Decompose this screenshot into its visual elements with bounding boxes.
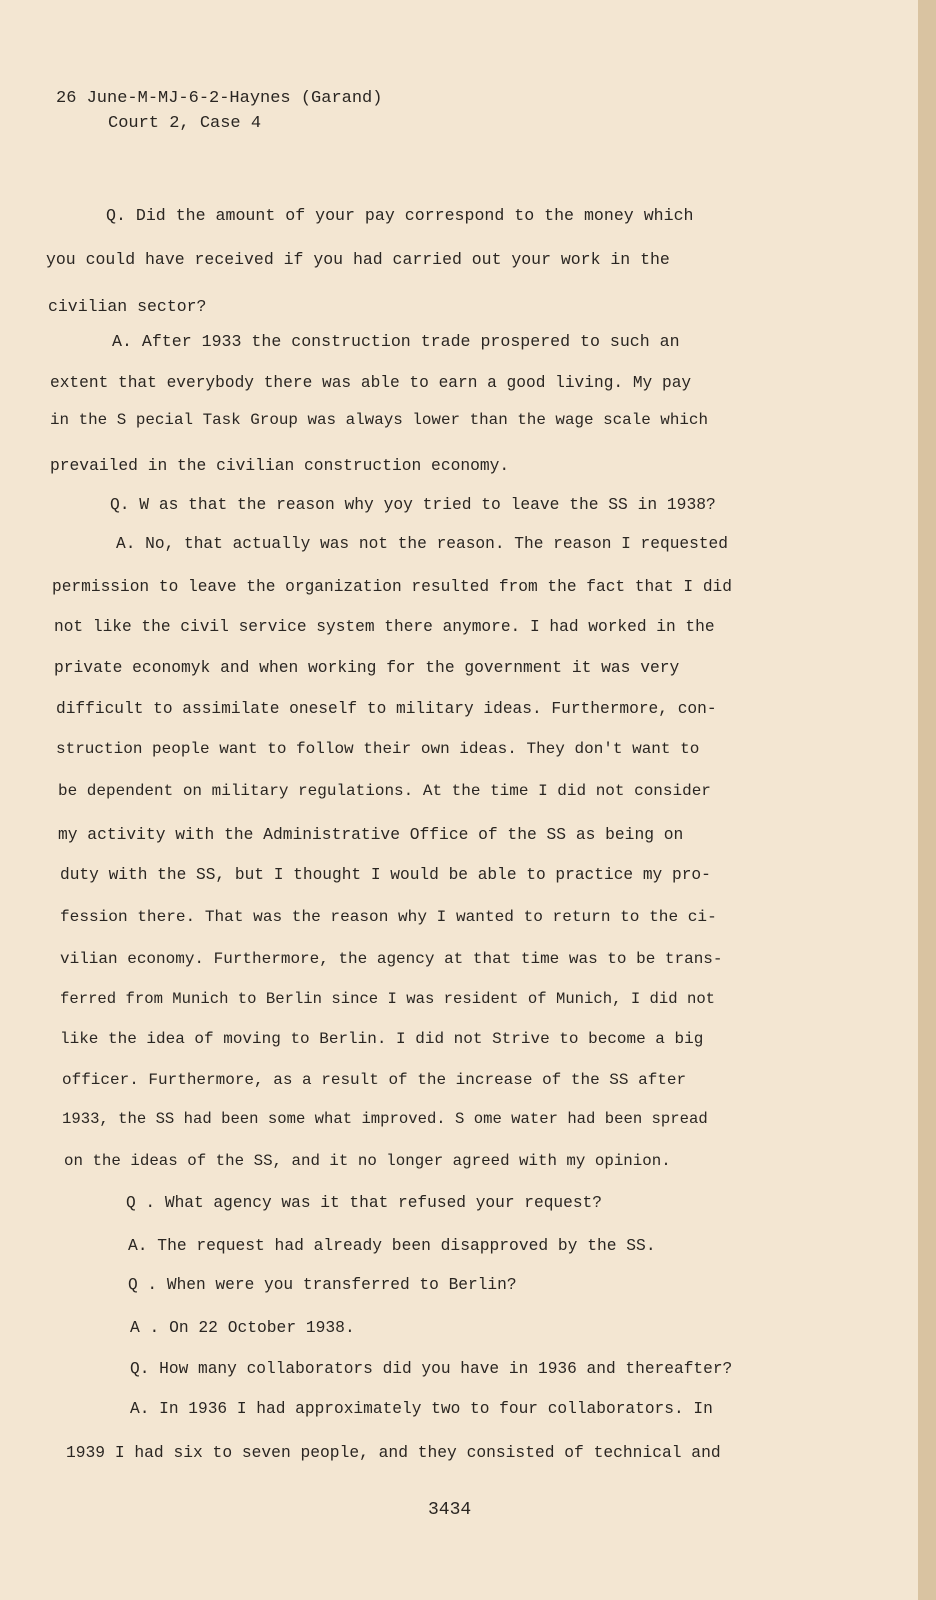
text-line: private economyk and when working for the government it was very — [54, 658, 680, 677]
text-line: fession there. That was the reason why I wanted to return to the ci- — [60, 908, 717, 926]
text-line: 1933, the SS had been some what improved. S ome water had been spread — [62, 1110, 708, 1128]
text-line: like the idea of moving to Berlin. I did not Strive to become a big — [60, 1030, 704, 1048]
text-line: difficult to assimilate oneself to military ideas. Furthermore, con- — [56, 700, 717, 718]
text-line: Q. Did the amount of your pay correspond to the money which — [106, 206, 694, 225]
text-line: permission to leave the organization resulted from the fact that I did — [52, 578, 732, 596]
text-line: civilian sector? — [48, 297, 207, 316]
header-line-1: 26 June-M-MJ-6-2-Haynes (Garand) — [56, 89, 383, 108]
text-line: officer. Furthermore, as a result of the increase of the SS after — [62, 1071, 687, 1089]
text-line: be dependent on military regulations. At the time I did not consider — [58, 782, 711, 800]
text-line: duty with the SS, but I thought I would be able to practice my pro- — [60, 866, 711, 884]
header-line-2: Court 2, Case 4 — [108, 114, 262, 133]
text-line: A. After 1933 the construction trade prospered to such an — [112, 332, 680, 351]
text-line: struction people want to follow their own ideas. They don't want to — [56, 740, 700, 758]
text-line: A . On 22 October 1938. — [130, 1318, 355, 1337]
text-line: my activity with the Administrative Office of the SS as being on — [58, 825, 684, 844]
text-line: A. The request had already been disapproved by the SS. — [128, 1236, 656, 1255]
text-line: vilian economy. Furthermore, the agency at that time was to be trans- — [60, 950, 723, 968]
text-line: Q . When were you transferred to Berlin? — [128, 1276, 517, 1294]
text-line: on the ideas of the SS, and it no longer agreed with my opinion. — [64, 1152, 671, 1170]
text-line: ferred from Munich to Berlin since I was resident of Munich, I did not — [60, 990, 716, 1008]
text-line: A. In 1936 I had approximately two to four collaborators. In — [130, 1400, 713, 1418]
text-line: A. No, that actually was not the reason. The reason I requested — [116, 535, 728, 553]
text-line: Q . What agency was it that refused your request? — [126, 1194, 602, 1212]
document-header — [56, 86, 382, 136]
text-line: Q. W as that the reason why yoy tried to leave the SS in 1938? — [110, 495, 716, 514]
text-line: you could have received if you had carried out your work in the — [46, 250, 670, 269]
text-line: 1939 I had six to seven people, and they consisted of technical and — [66, 1443, 721, 1462]
text-line: not like the civil service system there anymore. I had worked in the — [54, 618, 715, 636]
text-line: extent that everybody there was able to earn a good living. My pay — [50, 374, 692, 392]
page-number: 3434 — [428, 1500, 472, 1520]
text-line: in the S pecial Task Group was always lower than the wage scale which — [50, 411, 708, 429]
text-line: Q. How many collaborators did you have in 1936 and thereafter? — [130, 1360, 733, 1378]
text-line: prevailed in the civilian construction economy. — [50, 456, 510, 475]
